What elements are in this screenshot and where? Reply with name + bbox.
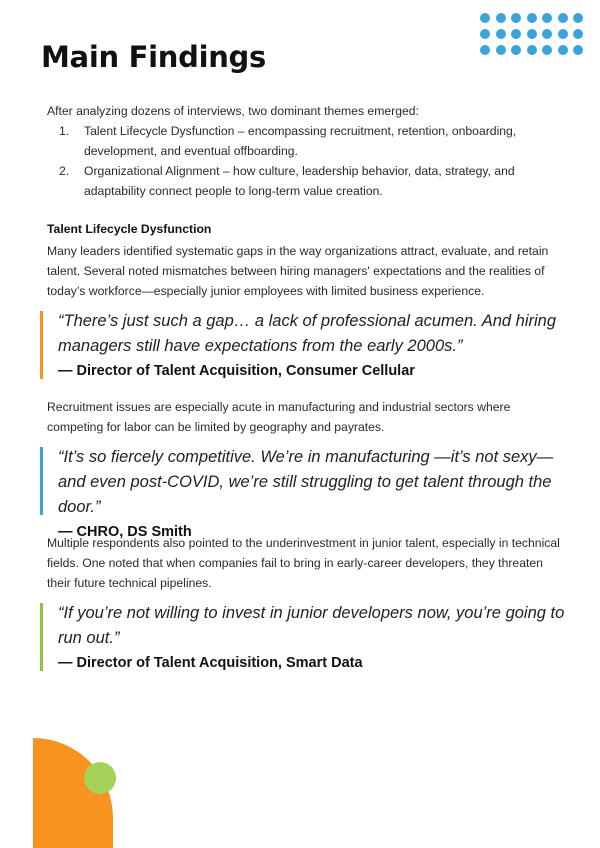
quote-text: “There’s just such a gap… a lack of professional acumen. And hiring managers still have expectations from the early 2000s.” — [58, 312, 557, 355]
page-title: Main Findings — [41, 40, 266, 74]
pull-quote-1 — [40, 309, 580, 382]
list-number: 2. — [59, 164, 70, 178]
quote-accent-bar — [40, 603, 43, 671]
quote-attribution: — Director of Talent Acquisition, Smart Data — [58, 655, 363, 671]
decorative-dot — [527, 13, 537, 23]
decorative-dot — [558, 45, 568, 55]
decorative-dot — [542, 29, 552, 39]
quote-accent-bar — [40, 311, 43, 379]
quote-attribution: — CHRO, DS Smith — [58, 524, 192, 540]
decorative-dot — [480, 45, 490, 55]
list-item — [47, 121, 557, 161]
decorative-dot — [573, 29, 583, 39]
decorative-dot — [511, 29, 521, 39]
decorative-dot — [496, 13, 506, 23]
decorative-dot — [496, 29, 506, 39]
quote-text: “It’s so fiercely competitive. We’re in manufacturing —it’s not sexy—and even post-COVID, we’re still struggling to get talent through the door.” — [58, 448, 554, 516]
decorative-dot — [511, 13, 521, 23]
decorative-dot — [558, 29, 568, 39]
quote-attribution: — Director of Talent Acquisition, Consumer Cellular — [58, 363, 415, 379]
decorative-dot — [511, 45, 521, 55]
decorative-dot — [480, 29, 490, 39]
decorative-dot — [573, 45, 583, 55]
list-item-text: Organizational Alignment – how culture, leadership behavior, data, strategy, and adaptability connect people to long-term value creation. — [84, 164, 515, 198]
intro-text: After analyzing dozens of interviews, two dominant themes emerged: — [47, 104, 419, 118]
decorative-corner-shape — [0, 738, 120, 848]
paragraph-2: Recruitment issues are especially acute in manufacturing and industrial sectors where competing for labor can be limited by geography and payrates. — [47, 400, 511, 434]
decorative-dot — [542, 13, 552, 23]
pull-quote-2 — [40, 445, 580, 543]
quote-accent-bar — [40, 447, 43, 515]
section-heading: Talent Lifecycle Dysfunction — [47, 222, 212, 236]
decorative-dot — [480, 13, 490, 23]
decorative-dot — [558, 13, 568, 23]
list-item — [47, 161, 557, 201]
decorative-dot — [496, 45, 506, 55]
list-number: 1. — [59, 124, 70, 138]
paragraph-1: Many leaders identified systematic gaps in the way organizations attract, evaluate, and retain talent. Several noted mismatches between hiring managers' expectations and the realities of today’s workforce—especially junior employees with limited business experience. — [47, 244, 549, 298]
themes-list — [47, 121, 557, 201]
decorative-dot — [542, 45, 552, 55]
paragraph-3: Multiple respondents also pointed to the underinvestment in junior talent, especially in technical fields. One noted that when companies fail to bring in early-career developers, they threaten their future technical pipelines. — [47, 536, 560, 590]
pull-quote-3 — [40, 601, 580, 674]
decorative-dot — [573, 13, 583, 23]
decorative-dot-grid — [480, 13, 590, 57]
quote-text: “If you’re not willing to invest in junior developers now, you’re going to run out.” — [58, 604, 565, 647]
decorative-dot — [527, 45, 537, 55]
list-item-text: Talent Lifecycle Dysfunction – encompassing recruitment, retention, onboarding, development, and eventual offboarding. — [84, 124, 517, 158]
green-circle — [84, 762, 116, 794]
decorative-dot — [527, 29, 537, 39]
